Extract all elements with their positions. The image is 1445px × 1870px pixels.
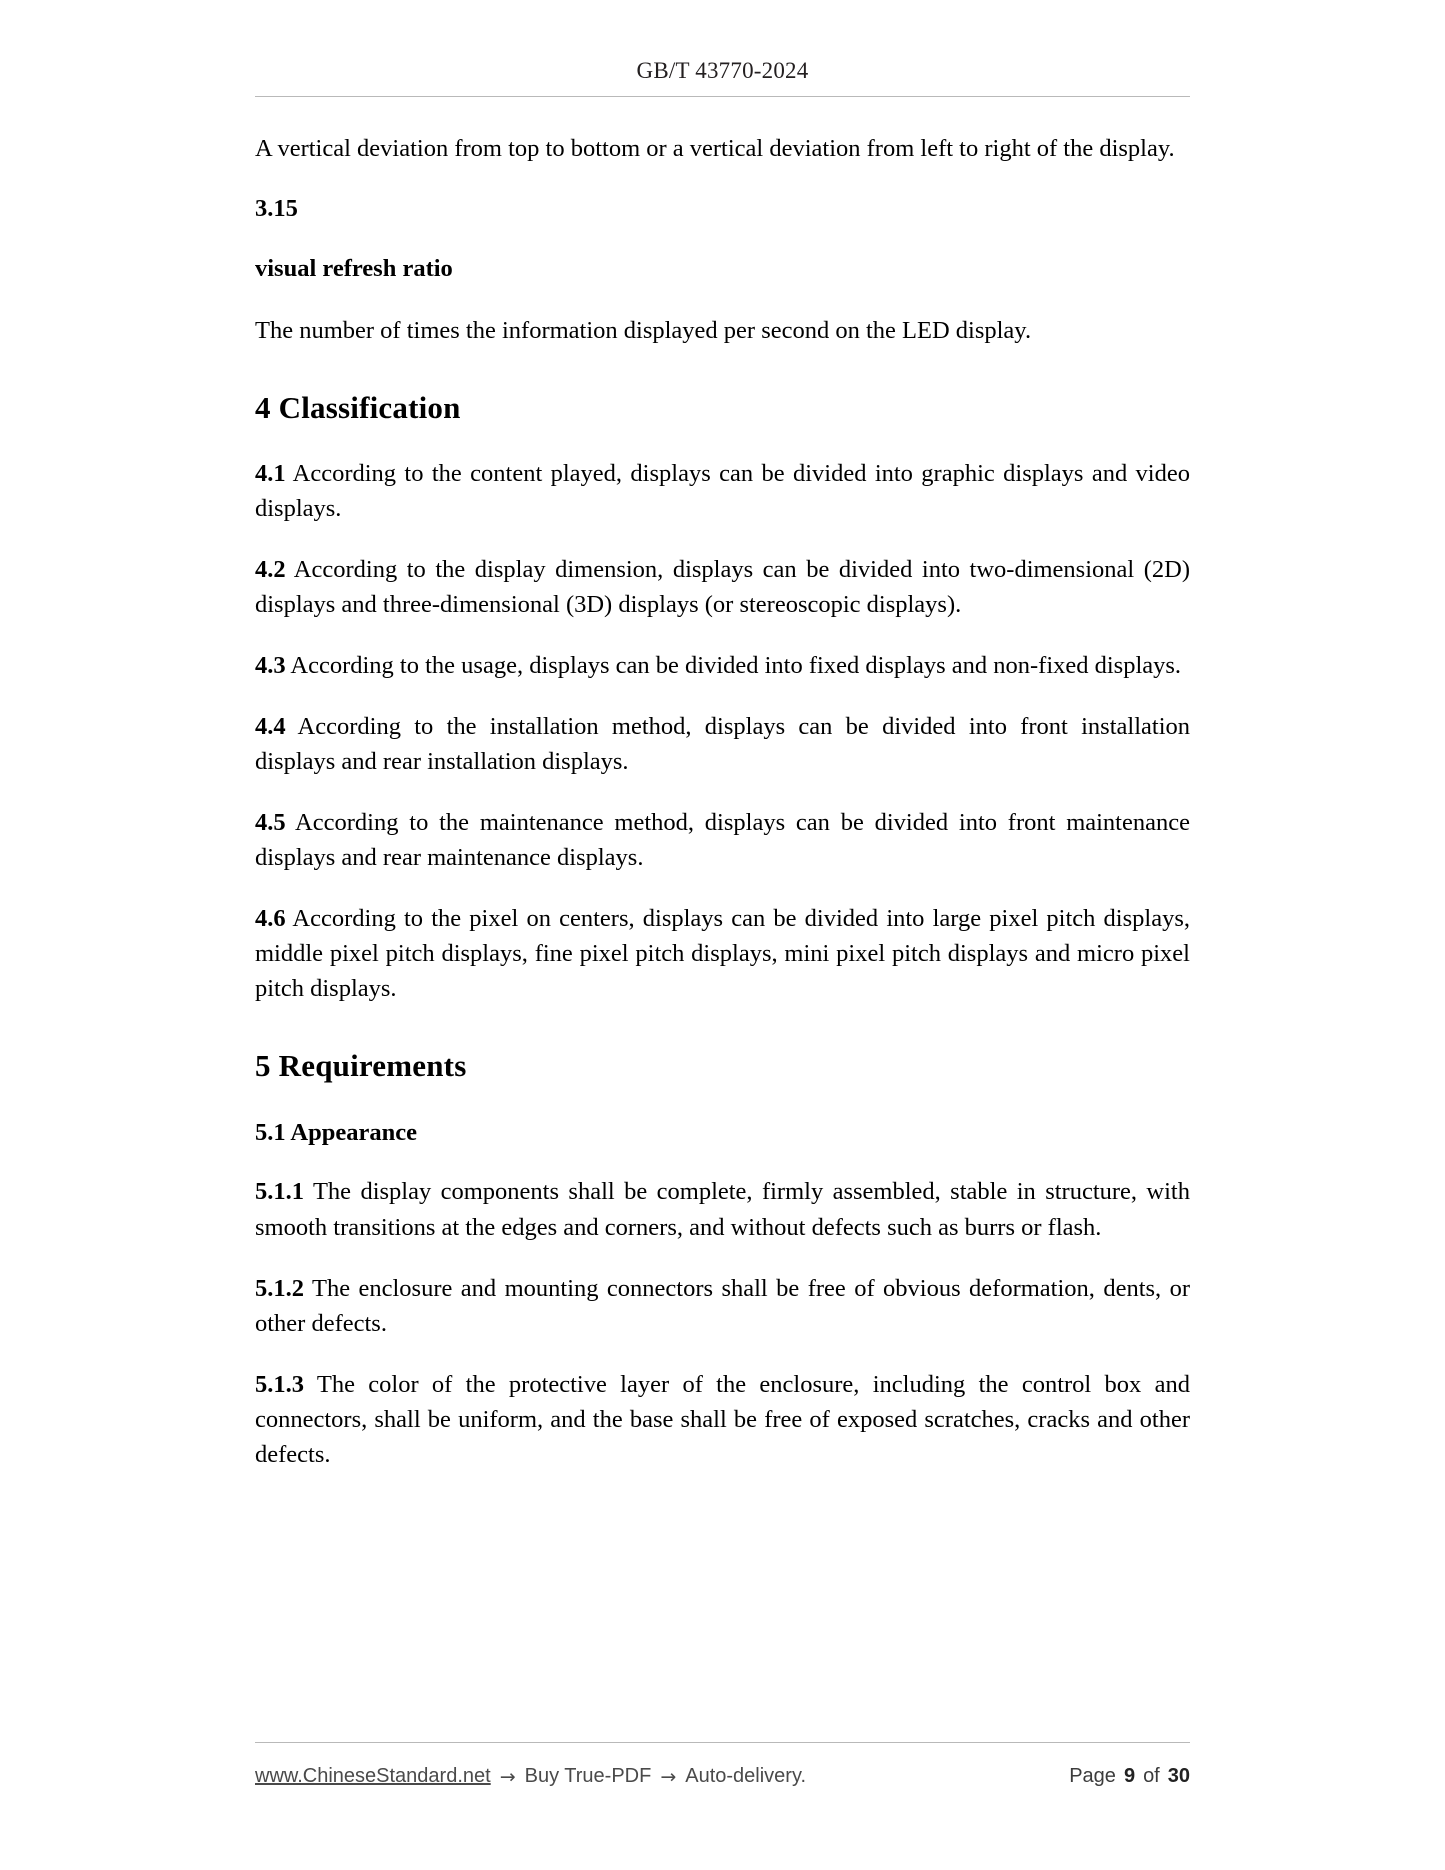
clause-4-6 <box>255 901 1190 1006</box>
arrow-right-icon-2: → <box>660 1765 677 1788</box>
clause-number: 4.2 <box>255 556 286 584</box>
page-number: 9 <box>1123 1765 1136 1787</box>
clause-text: According to the usage, displays can be divided into fixed displays and non-fixed displays. <box>285 652 1182 680</box>
section-heading-classification: 4 Classification <box>255 389 461 425</box>
clause-number: 4.6 <box>255 905 286 933</box>
clause-number: 4.4 <box>255 713 286 741</box>
intro-paragraph: A vertical deviation from top to bottom or a vertical deviation from left to right of the display. <box>255 135 1175 162</box>
clause-5-1-2 <box>255 1271 1190 1341</box>
page-content <box>255 97 1190 1472</box>
section-heading-requirements: 5 Requirements <box>255 1048 467 1084</box>
term-name: visual refresh ratio <box>255 255 453 283</box>
clause-number: 5.1.1 <box>255 1178 304 1206</box>
page-label: Page <box>1069 1765 1116 1787</box>
term-number: 3.15 <box>255 195 298 223</box>
footer-promo <box>255 1765 806 1788</box>
clause-text: According to the installation method, displays can be divided into front installation displays and rear installation displays. <box>255 713 1190 776</box>
clause-5-1-1 <box>255 1174 1190 1244</box>
clause-4-4 <box>255 709 1190 779</box>
page-total: 30 <box>1167 1765 1190 1787</box>
chinesestandard-link[interactable]: www.ChineseStandard.net <box>255 1765 491 1787</box>
arrow-right-icon: → <box>499 1765 516 1788</box>
page-indicator <box>1069 1765 1190 1788</box>
clause-number: 5.1.3 <box>255 1370 304 1398</box>
page-header <box>255 0 1190 97</box>
clause-number: 5.1.2 <box>255 1274 304 1302</box>
clause-text: The color of the protective layer of the enclosure, including the control box and connectors, shall be uniform, and the base shall be free of exposed scratches, cracks and other defects. <box>255 1370 1190 1468</box>
of-label: of <box>1143 1765 1160 1787</box>
page-footer <box>255 1742 1190 1788</box>
standard-number: GB/T 43770-2024 <box>636 58 809 83</box>
clause-4-5 <box>255 805 1190 875</box>
clause-5-1-3 <box>255 1367 1190 1472</box>
clause-number: 4.1 <box>255 459 286 487</box>
clause-4-1 <box>255 456 1190 526</box>
clause-text: According to the display dimension, displays can be divided into two-dimensional (2D) displays and three-dimensional (3D) displays (or stereoscopic displays). <box>255 556 1190 619</box>
clause-4-3 <box>255 648 1190 683</box>
auto-delivery-text: Auto-delivery. <box>685 1765 807 1787</box>
clause-text: According to the pixel on centers, displays can be divided into large pixel pitch displays, middle pixel pitch displays, fine pixel pitch displays, mini pixel pitch displays and micro pixel pitch displays. <box>255 905 1190 1003</box>
clause-text: According to the content played, displays can be divided into graphic displays and video displays. <box>255 459 1190 522</box>
clause-text: The enclosure and mounting connectors shall be free of obvious deformation, dents, or other defects. <box>255 1274 1190 1337</box>
clause-text: According to the maintenance method, displays can be divided into front maintenance displays and rear maintenance displays. <box>255 809 1190 872</box>
clause-4-2 <box>255 552 1190 622</box>
clause-number: 4.3 <box>255 652 286 680</box>
buy-true-pdf-text: Buy True-PDF <box>524 1765 652 1787</box>
clause-number: 4.5 <box>255 809 286 837</box>
term-definition: The number of times the information displayed per second on the LED display. <box>255 316 1032 344</box>
subsection-heading-appearance: 5.1 Appearance <box>255 1118 417 1146</box>
clause-text: The display components shall be complete, firmly assembled, stable in structure, with smooth transitions at the edges and corners, and without defects such as burrs or flash. <box>255 1178 1190 1241</box>
